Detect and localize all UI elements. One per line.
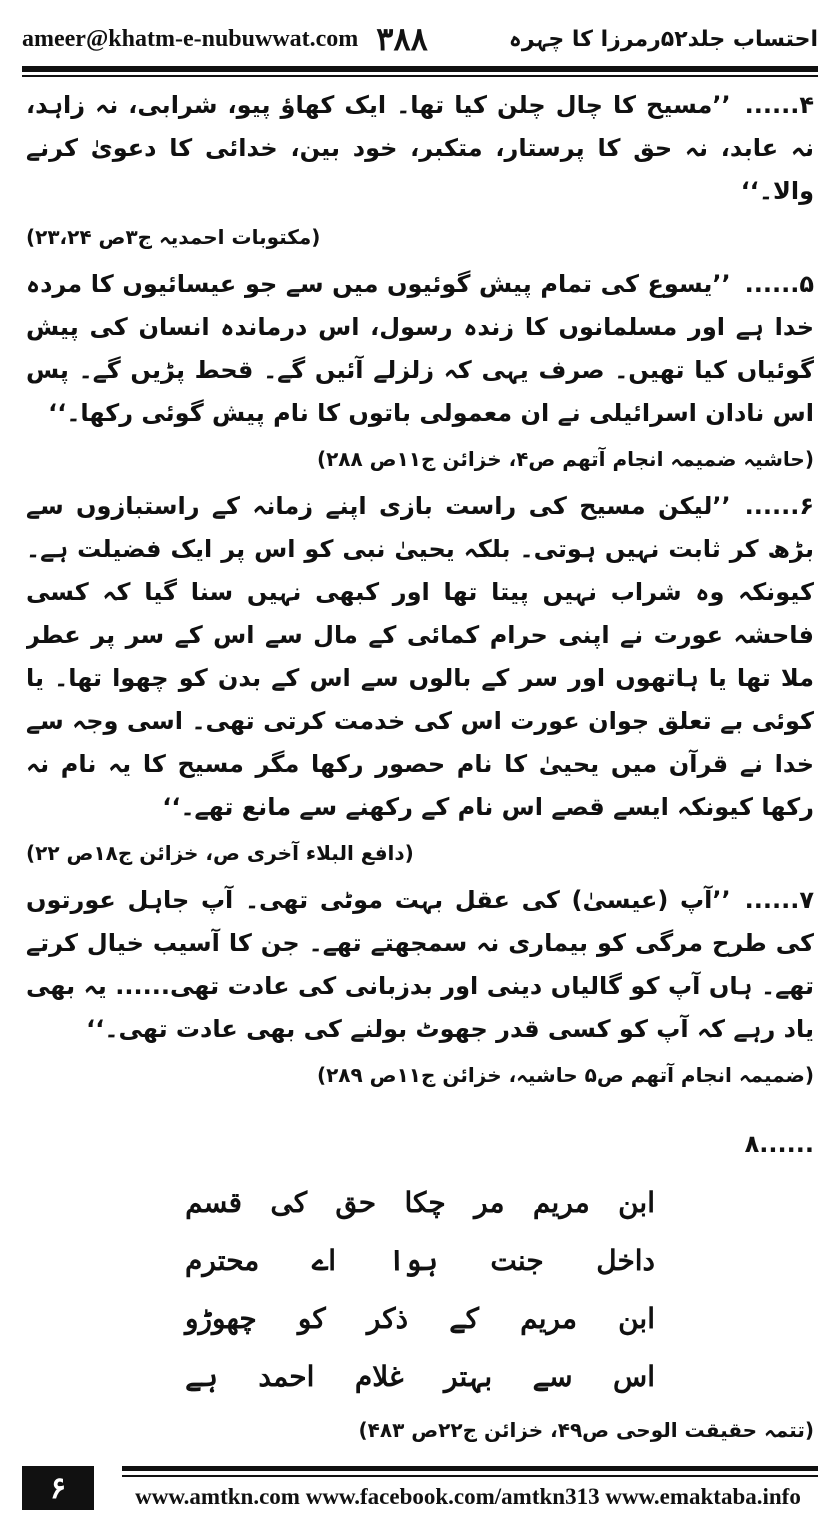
item-text: ’’آپ (عیسیٰ) کی عقل بہت موٹی تھی۔ آپ جاہل عورتوں کی طرح مرگی کو بیماری نہ سمجھتے تھے۔ جن کا آسیب خیال کرتے تھے۔ ہاں آپ کو گالیاں دینی اور بدزبانی کی عادت تھی...... یہ بھی یاد رہے کہ آپ کو کسی قدر جھوٹ بولنے کی بھی عادت تھی۔‘‘ bbox=[26, 886, 814, 1043]
footer-rule-thin bbox=[122, 1475, 818, 1477]
poem-word: کے bbox=[449, 1302, 479, 1335]
item-text: ’’مسیح کا چال چلن کیا تھا۔ ایک کھاؤ پیو، شرابی، نہ زاہد، نہ عابد، نہ حق کا پرستار، متکبر، خود بین، خدائی کا دعویٰ کرنے والا۔‘‘ bbox=[26, 91, 814, 205]
poem-word: مر bbox=[474, 1186, 505, 1219]
header-email[interactable]: ameer@khatm-e-nubuwwat.com bbox=[22, 25, 359, 52]
poem-line bbox=[185, 1232, 655, 1290]
header-page-number: ۳۸۸ bbox=[376, 20, 428, 58]
poem-word: اس bbox=[613, 1360, 655, 1393]
item-8-number: ......۸ bbox=[744, 1130, 814, 1158]
page-body bbox=[26, 84, 814, 1456]
poem-word: اے bbox=[311, 1244, 337, 1277]
item-reference: (مکتوبات احمدیہ ج۳ص ۲۳،۲۴) bbox=[26, 225, 321, 249]
item-number: ۷...... bbox=[744, 886, 814, 914]
poem-word: ابن bbox=[618, 1186, 655, 1219]
poem-word: احمد bbox=[258, 1360, 315, 1393]
poem-word: کو bbox=[297, 1302, 326, 1335]
poem-word: محترم bbox=[185, 1244, 260, 1277]
item-5 bbox=[26, 263, 814, 435]
poem-word: جنت bbox=[490, 1244, 544, 1277]
footer-page-badge: ۶ bbox=[22, 1466, 94, 1510]
poem-word: ابن bbox=[618, 1302, 655, 1335]
header-rule-thick bbox=[22, 66, 818, 72]
poem-word: مریم bbox=[520, 1302, 577, 1335]
poem-word: بہتر bbox=[444, 1360, 493, 1393]
item-reference: (دافع البلاء آخری ص، خزائن ج۱۸ص ۲۲) bbox=[26, 841, 414, 865]
item-4 bbox=[26, 84, 814, 213]
poem-line bbox=[185, 1290, 655, 1348]
poem-word: سے bbox=[532, 1360, 573, 1393]
poem-word: ذکر bbox=[366, 1302, 409, 1335]
poem-word: چکا bbox=[404, 1186, 446, 1219]
header-book-title: احتساب جلد۵۲رمرزا کا چہرہ bbox=[508, 26, 818, 52]
header-left bbox=[22, 20, 428, 58]
poem-line bbox=[185, 1348, 655, 1406]
poem-word: قسم bbox=[185, 1186, 243, 1219]
poem-word: مریم bbox=[532, 1186, 590, 1219]
item-number: ۶...... bbox=[744, 492, 814, 520]
poem-word: حق bbox=[335, 1186, 377, 1219]
poem-word: داخل bbox=[596, 1244, 655, 1277]
item-number: ۴...... bbox=[744, 91, 814, 119]
poem-block bbox=[185, 1174, 655, 1406]
item-reference: (تتمہ حقیقت الوحی ص۴۹، خزائن ج۲۲ص ۴۸۳) bbox=[358, 1418, 814, 1442]
item-number: ۵...... bbox=[744, 270, 814, 298]
poem-word: چھوڑو bbox=[185, 1302, 257, 1335]
item-reference: (حاشیہ ضمیمہ انجام آتھم ص۴، خزائن ج۱۱ص ۲۸۸) bbox=[316, 447, 814, 471]
item-reference: (ضمیمہ انجام آتھم ص۵ حاشیہ، خزائن ج۱۱ص ۲۸۹) bbox=[316, 1063, 814, 1087]
footer-urls[interactable]: www.amtkn.com www.facebook.com/amtkn313 www.emaktaba.info bbox=[135, 1484, 801, 1509]
poem-word: ہے bbox=[185, 1360, 218, 1393]
poem-word: ہوا bbox=[388, 1244, 438, 1277]
item-6 bbox=[26, 485, 814, 829]
item-text: ’’لیکن مسیح کی راست بازی اپنے زمانہ کے راستبازوں سے بڑھ کر ثابت نہیں ہوتی۔ بلکہ یحییٰ نبی کو اس پر ایک فضیلت ہے۔ کیونکہ وہ شراب نہیں پیتا تھا اور کبھی نہیں سنا گیا کہ کسی فاحشہ عورت نے اپنی حرام کمائی کے مال سے اس کے سر پر عطر ملا تھا یا ہاتھوں اور سر کے بالوں سے اس کے بدن کو چھوا تھا۔ یا کوئی بے تعلق جوان عورت اس کی خدمت کرتی تھی۔ اسی وجہ سے خدا نے قرآن میں یحییٰ کا نام حصور رکھا مگر مسیح کا یہ نام نہ رکھا کیونکہ ایسے قصے اس نام کے رکھنے سے مانع تھے۔‘‘ bbox=[26, 492, 814, 821]
poem-word: کی bbox=[270, 1186, 308, 1219]
page-header bbox=[22, 14, 818, 64]
footer-rule-thick bbox=[122, 1466, 818, 1471]
poem-line bbox=[185, 1174, 655, 1232]
item-7 bbox=[26, 879, 814, 1051]
page-footer bbox=[22, 1466, 818, 1524]
poem-word: غلام bbox=[354, 1360, 404, 1393]
item-text: ’’یسوع کی تمام پیش گوئیوں میں سے جو عیسائیوں کا مردہ خدا ہے اور مسلمانوں کا زندہ رسول، اس درماندہ انسان کی پیش گوئیاں کیا تھیں۔ صرف یہی کہ زلزلے آئیں گے۔ قحط پڑیں گے۔ پس اس نادان اسرائیلی نے ان معمولی باتوں کا نام پیش گوئی رکھا۔‘‘ bbox=[26, 270, 814, 427]
header-rule-thin bbox=[22, 75, 818, 77]
